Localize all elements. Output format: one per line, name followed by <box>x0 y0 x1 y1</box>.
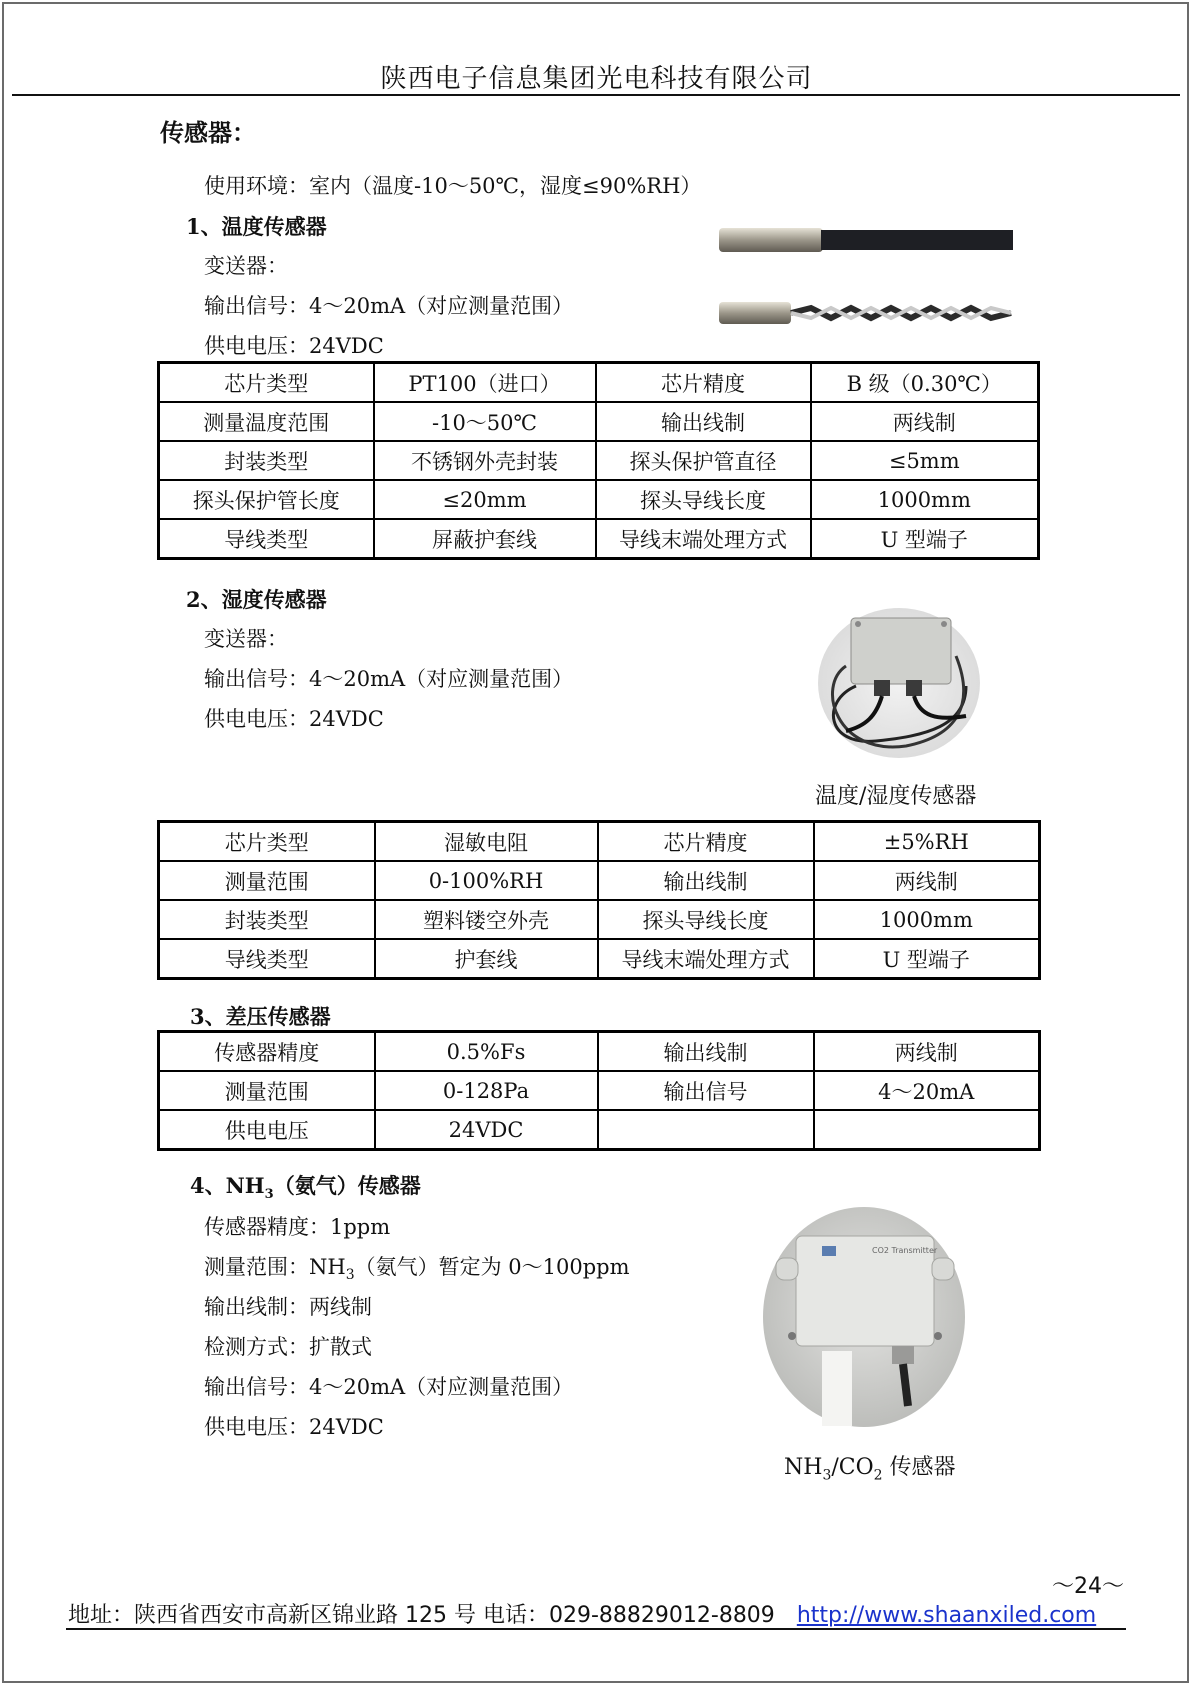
nh3-range-prefix: 测量范围：NH <box>204 1255 346 1279</box>
table-row <box>159 441 1039 480</box>
table-cell: 测量范围 <box>159 861 375 900</box>
pressure-heading: 3、差压传感器 <box>190 1004 331 1029</box>
temperature-spec-table <box>157 361 1040 560</box>
nh3-co2-caption <box>784 1450 956 1483</box>
table-cell: B 级（0.30℃） <box>811 363 1039 403</box>
table-cell: 芯片精度 <box>596 363 811 403</box>
table-cell: 1000mm <box>811 480 1039 519</box>
humidity-line-transmitter: 变送器： <box>204 627 288 651</box>
header-rule <box>12 94 1180 96</box>
table-cell: ≤5mm <box>811 441 1039 480</box>
table-cell: 芯片类型 <box>159 822 375 862</box>
table-cell: 两线制 <box>814 1032 1040 1072</box>
page-title: 传感器： <box>160 118 256 147</box>
table-cell: 导线类型 <box>159 939 375 979</box>
caption-nh3-subscript: 3 <box>822 1467 832 1484</box>
nh3-line-voltage: 供电电压：24VDC <box>204 1415 384 1439</box>
table-cell: 0.5%Fs <box>375 1032 598 1072</box>
table-cell: 屏蔽护套线 <box>374 519 596 559</box>
humidity-heading: 2、湿度传感器 <box>186 587 327 612</box>
humidity-line-signal: 输出信号：4～20mA（对应测量范围） <box>204 667 574 691</box>
table-cell: 供电电压 <box>159 1110 375 1150</box>
footer-contact <box>68 1598 1096 1629</box>
nh3-heading-subscript: 3 <box>264 1187 274 1203</box>
table-cell: 封装类型 <box>159 900 375 939</box>
company-header: 陕西电子信息集团光电科技有限公司 <box>380 64 813 94</box>
temperature-line-signal: 输出信号：4～20mA（对应测量范围） <box>204 294 574 318</box>
nh3-range-suffix: （氨气）暂定为 0～100ppm <box>354 1255 630 1279</box>
temperature-heading: 1、温度传感器 <box>186 214 327 239</box>
nh3-heading-prefix: 4、NH <box>190 1173 265 1198</box>
table-cell: U 型端子 <box>814 939 1040 979</box>
humidity-sensor-image <box>816 606 982 760</box>
table-cell: 0-128Pa <box>375 1071 598 1110</box>
table-cell: 测量范围 <box>159 1071 375 1110</box>
table-cell: 输出线制 <box>598 1032 814 1072</box>
table-cell: PT100（进口） <box>374 363 596 403</box>
temperature-line-voltage: 供电电压：24VDC <box>204 334 384 358</box>
table-cell: -10～50℃ <box>374 402 596 441</box>
pressure-spec-table <box>157 1030 1041 1151</box>
nh3-line-detection: 检测方式：扩散式 <box>204 1335 372 1359</box>
nh3-line-wiring: 输出线制：两线制 <box>204 1295 372 1319</box>
table-cell: 封装类型 <box>159 441 374 480</box>
table-cell: 芯片类型 <box>159 363 374 403</box>
table-cell: 1000mm <box>814 900 1040 939</box>
table-row <box>159 1032 1040 1072</box>
table-cell <box>598 1110 814 1150</box>
table-cell: 探头保护管长度 <box>159 480 374 519</box>
table-row <box>159 1071 1040 1110</box>
humidity-image-caption: 温度/湿度传感器 <box>815 784 977 809</box>
device-label: CO2 Transmitter <box>872 1246 938 1255</box>
table-cell: 输出线制 <box>598 861 814 900</box>
table-cell: 探头导线长度 <box>598 900 814 939</box>
footer-address: 地址：陕西省西安市高新区锦业路 125 号 电话：029-88829012-8809 <box>68 1603 775 1628</box>
caption-co2-subscript: 2 <box>873 1467 883 1484</box>
table-cell: 护套线 <box>375 939 598 979</box>
table-cell: 测量温度范围 <box>159 402 374 441</box>
nh3-line-signal: 输出信号：4～20mA（对应测量范围） <box>204 1375 574 1399</box>
table-cell: 输出信号 <box>598 1071 814 1110</box>
table-row <box>159 900 1040 939</box>
nh3-line-accuracy: 传感器精度：1ppm <box>204 1215 391 1239</box>
table-cell <box>814 1110 1040 1150</box>
nh3-line-range <box>204 1251 630 1283</box>
caption-co: /CO <box>831 1455 874 1480</box>
table-cell: 不锈钢外壳封装 <box>374 441 596 480</box>
table-cell: 导线末端处理方式 <box>596 519 811 559</box>
nh3-co2-sensor-image <box>762 1206 966 1428</box>
table-cell: 湿敏电阻 <box>375 822 598 862</box>
temperature-probe-image <box>716 222 1016 332</box>
table-cell: 导线末端处理方式 <box>598 939 814 979</box>
nh3-heading-suffix: （氨气）传感器 <box>273 1173 421 1198</box>
caption-suffix: 传感器 <box>882 1455 956 1480</box>
table-cell: 导线类型 <box>159 519 374 559</box>
humidity-line-voltage: 供电电压：24VDC <box>204 707 384 731</box>
nh3-heading <box>190 1170 421 1202</box>
table-cell: 两线制 <box>811 402 1039 441</box>
table-cell: 0-100%RH <box>375 861 598 900</box>
environment-line: 使用环境：室内（温度-10～50℃，湿度≤90%RH） <box>204 174 702 198</box>
temperature-line-transmitter: 变送器： <box>204 254 288 278</box>
table-row <box>159 1110 1040 1150</box>
humidity-spec-table <box>157 820 1041 980</box>
table-cell: ±5%RH <box>814 822 1040 862</box>
table-cell: U 型端子 <box>811 519 1039 559</box>
table-cell: 输出线制 <box>596 402 811 441</box>
table-cell: 传感器精度 <box>159 1032 375 1072</box>
caption-nh: NH <box>784 1455 823 1480</box>
table-cell: 芯片精度 <box>598 822 814 862</box>
table-cell: ≤20mm <box>374 480 596 519</box>
table-cell: 4～20mA <box>814 1071 1040 1110</box>
nh3-range-subscript: 3 <box>345 1267 355 1284</box>
footer-website-link[interactable]: http://www.shaanxiled.com <box>796 1603 1097 1628</box>
table-cell: 塑料镂空外壳 <box>375 900 598 939</box>
footer-rule <box>66 1628 1126 1630</box>
table-row <box>159 519 1039 559</box>
table-row <box>159 822 1040 862</box>
page-number: ～24～ <box>1052 1574 1124 1599</box>
table-cell: 24VDC <box>375 1110 598 1150</box>
table-row <box>159 480 1039 519</box>
table-cell: 探头导线长度 <box>596 480 811 519</box>
table-cell: 探头保护管直径 <box>596 441 811 480</box>
table-cell: 两线制 <box>814 861 1040 900</box>
table-row <box>159 402 1039 441</box>
table-row <box>159 861 1040 900</box>
table-row <box>159 363 1039 403</box>
table-row <box>159 939 1040 979</box>
